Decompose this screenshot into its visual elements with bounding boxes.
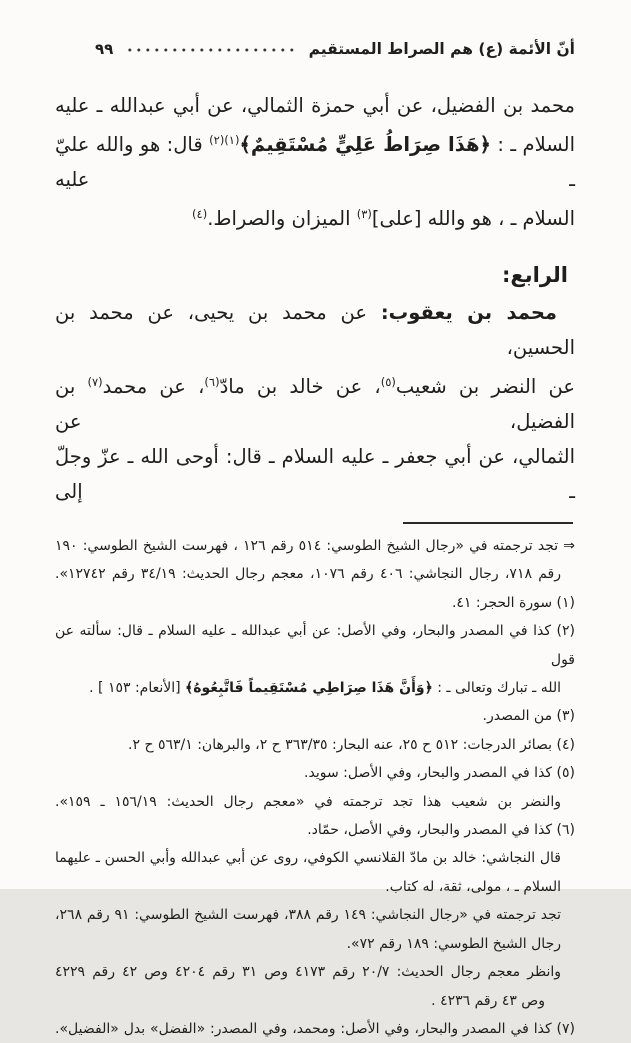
text-run: (٦) كذا في المصدر والبحار، وفي الأصل، حمّاد. <box>307 822 575 839</box>
footnote-line <box>55 532 575 560</box>
body-line <box>55 88 575 123</box>
text-run: السلام ـ ، مولى، ثقة، له كتاب. <box>385 878 561 895</box>
quran-verse: ﴿هَذَا صِرَاطُ عَلِيٍّ مُسْتَقِيمٌ﴾ <box>239 133 491 156</box>
text-run: والنضر بن شعيب هذا تجد ترجمته في «معجم رجال الحديث: ١٥٦/١٩ ـ ١٥٩». <box>55 793 561 810</box>
page-number: ٩٩ <box>95 40 114 58</box>
body-line <box>55 123 575 197</box>
text-run: تجد ترجمته في «رجال الشيخ الطوسي: ٥١٤ رقم ١٢٦ ، فهرست الشيخ الطوسي: ١٩٠ <box>55 538 559 554</box>
footnote-line <box>55 560 575 588</box>
footnote-line <box>55 674 575 702</box>
text-run: الله ـ تبارك وتعالى ـ : <box>432 680 561 697</box>
text-run: قال النجاشي: خالد بن مادّ القلانسي الكوفي، روى عن أبي عبدالله وأبي الحسن ـ عليهما <box>55 850 561 867</box>
footnote-line <box>55 844 575 872</box>
text-run: (٤) بصائر الدرجات: ٥١٢ ح ٢٥، عنه البحار: ٣٦٣/٣٥ ح ٢، والبرهان: ٥٦٣/١ ح ٢. <box>128 736 575 753</box>
text-run: الميزان والصراط. <box>207 207 357 230</box>
text-run: الثمالي، عن أبي جعفر ـ عليه السلام ـ قال: أوحى الله ـ عزّ وجلّ ـ إلى <box>55 445 575 503</box>
footnote-line <box>55 617 575 674</box>
footnote-ref: (١)(٢) <box>209 133 240 147</box>
footnote-line <box>55 731 575 759</box>
body-line <box>55 295 575 365</box>
text-run: ، عن محمد <box>102 375 205 398</box>
body-line <box>55 439 575 509</box>
text-run: ، عن خالد بن مادّ <box>219 375 381 398</box>
footnote-line <box>55 958 575 986</box>
section-heading: الرابع: <box>502 263 568 287</box>
text-run: وص ٤٣ رقم ٤٢٣٦ . <box>431 992 545 1009</box>
text-run: بن الفضيل، عن <box>55 375 575 433</box>
footnotes <box>55 532 575 1043</box>
footnote-ref: (٣) <box>356 207 372 221</box>
footnote-line <box>55 930 575 958</box>
quran-verse: ﴿وَأَنَّ هَذَا صِرَاطِي مُسْتَقِيماً فَاتَّبِعُوهُ﴾ <box>185 680 433 697</box>
text-run: السلام ـ ، هو والله [على] <box>371 207 575 230</box>
body-line <box>55 365 575 439</box>
footnote-ref: (٤) <box>192 207 208 221</box>
text-run: (٢) كذا في المصدر والبحار، وفي الأصل: عن أبي عبدالله ـ عليه السلام ـ قال: سألته عن قول <box>55 623 575 668</box>
text-run: قال: هو والله عليّ ـ عليه <box>55 133 575 191</box>
text-run: رجال الشيخ الطوسي: ١٨٩ رقم ٧٢». <box>346 935 561 952</box>
footnote-line <box>55 1015 575 1043</box>
narrator-name: محمد بن يعقوب: <box>380 301 557 324</box>
text-run: عن محمد بن يحيى، عن محمد بن الحسين، <box>55 301 575 359</box>
footnote-line <box>55 702 575 730</box>
continuation-arrow-icon: ⇒ <box>563 538 576 554</box>
footnote-line <box>55 901 575 929</box>
text-run: (٥) كذا في المصدر والبحار، وفي الأصل: سويد. <box>304 765 575 782</box>
text-run: وانظر معجم رجال الحديث: ٢٠/٧ رقم ٤١٧٣ وص ٣١ رقم ٤٢٠٤ وص ٤٢ رقم ٤٢٢٩ <box>55 964 562 981</box>
footnote-line <box>55 759 575 787</box>
text-run: محمد بن الفضيل، عن أبي حمزة الثمالي، عن أبي عبدالله ـ عليه <box>55 94 575 117</box>
running-head <box>55 30 575 58</box>
footnote-ref: (٧) <box>87 375 103 389</box>
dot-leader <box>127 44 296 56</box>
body-line <box>55 197 575 236</box>
text-run: السلام ـ : <box>490 133 575 156</box>
footnote-separator <box>403 522 573 524</box>
text-run: [الأنعام: ١٥٣ ] . <box>89 680 186 697</box>
footnote-line <box>55 987 575 1015</box>
footnote-line <box>55 873 575 901</box>
footnote-ref: (٥) <box>380 375 396 389</box>
footnote-ref: (٦) <box>204 375 220 389</box>
text-run: عن النضر بن شعيب <box>395 375 575 398</box>
footnote-line <box>55 816 575 844</box>
running-head-title: أنّ الأئمة (ع) هم الصراط المستقيم <box>308 40 575 58</box>
text-run: (١) سورة الحجر: ٤١. <box>451 594 575 611</box>
text-run: رقم ٧١٨، رجال النجاشي: ٤٠٦ رقم ١٠٧٦، معجم رجال الحديث: ٣٤/١٩ رقم ١٢٧٤٢». <box>55 566 562 583</box>
footnote-line <box>55 788 575 816</box>
text-run: (٣) من المصدر. <box>482 708 575 725</box>
text-run: تجد ترجمته في «رجال النجاشي: ١٤٩ رقم ٣٨٨، فهرست الشيخ الطوسي: ٩١ رقم ٢٦٨، <box>55 907 562 924</box>
text-run: (٧) كذا في المصدر والبحار، وفي الأصل: ومحمد، وفي المصدر: «الفضل» بدل «الفضيل». <box>55 1020 575 1037</box>
footnote-line <box>55 589 575 617</box>
main-text <box>55 88 575 509</box>
